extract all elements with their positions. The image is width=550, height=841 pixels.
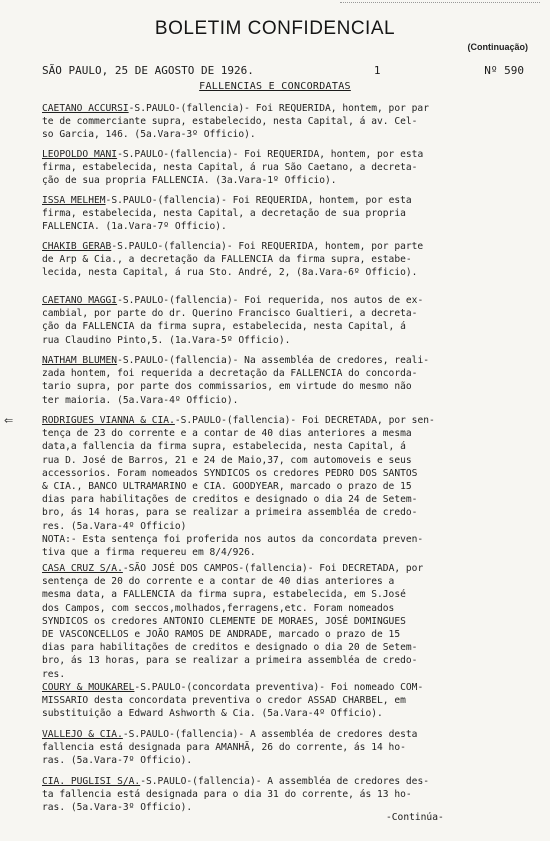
entry-line-text: lecida, nesta Capital, á rua Sto. André, 2, (8a.Vara-6º Officio). (42, 267, 418, 279)
date-text: SÃO PAULO, 25 DE AGOSTO DE 1926. (42, 64, 254, 77)
bulletin-number: Nº 590 (484, 64, 524, 77)
entry-line-text: res. (5a.Vara-4º Officio) (42, 520, 187, 532)
notice-entry (42, 562, 522, 681)
entry-line-text: bro, ás 13 horas, para se realizar a primeira assembléa de credo- (42, 655, 418, 667)
entry-line-text: -S.PAULO-(fallencia)- Na assembléa de credores, reali- (117, 355, 429, 366)
header-noise (340, 2, 540, 9)
entry-first-line (42, 562, 522, 575)
entry-line-text: -S.PAULO-(fallencia)- A assembléa de credores des- (140, 776, 429, 787)
entry-first-line (42, 775, 522, 788)
entry-company-name: CASA CRUZ S/A. (42, 563, 123, 574)
entry-company-name: CIA. PUGLISI S/A. (42, 776, 141, 787)
date-line (42, 64, 524, 77)
entry-line-text: rua Claudino Pinto,5. (1a.Vara-5º Officio). (42, 334, 291, 346)
entry-line-text: so Garcia, 146. (5a.Vara-3º Officio). (42, 129, 256, 141)
entry-line-text: tença de 23 do corrente e a contar de 40 dias anteriores a mesma (42, 428, 412, 440)
margin-arrow-icon: ⇐ (4, 414, 14, 427)
entry-first-line (42, 294, 522, 307)
entry-line-text: dos Campos, com seccos,molhados,ferragens,etc. Foram nomeados (42, 602, 395, 614)
entry-company-name: CAETANO MAGGI (42, 295, 118, 306)
entry-line-text: -S.PAULO-(fallencia)- Foi REQUERIDA, hontem, por esta (105, 195, 412, 206)
continuation-label: (Continuação) (467, 42, 528, 52)
notice-entry (42, 102, 522, 142)
entry-line-text: data,a fallencia da firma supra, estabelecida, nesta Capital, á (42, 441, 406, 453)
continues-label: -Continúa- (386, 812, 444, 823)
entry-line-text: -S.PAULO-(fallencia)- Foi REQUERIDA, hontem, por esta (117, 149, 424, 160)
entry-first-line (42, 681, 522, 694)
entry-company-name: VALLEJO & CIA. (42, 729, 123, 740)
entry-line-text: & CIA., BANCO ULTRAMARINO e CIA. GOODYEAR, marcado o prazo de 15 (42, 480, 412, 492)
entry-company-name: RODRIGUES VIANNA & CIA. (42, 415, 175, 426)
entry-line-text: -S.PAULO-(concordata preventiva)- Foi nomeado COM- (134, 682, 424, 693)
notice-entry (42, 775, 522, 815)
entry-first-line (42, 728, 522, 741)
entry-line-text: MISSARIO desta concordata preventiva o credor ASSAD CHARBEL, em (42, 695, 406, 707)
entry-line-text: ras. (5a.Vara-7º Officio). (42, 755, 193, 767)
entry-line-text: ção de sua propria FALLENCIA. (3a.Vara-1º Officio). (42, 175, 337, 187)
entry-line-text: ção da FALLENCIA da firma supra, estabelecida, nesta Capital, á (42, 321, 406, 333)
entry-line-text: NOTA:- Esta sentença foi proferida nos autos da concordata preven- (42, 533, 424, 545)
notice-entry (42, 354, 522, 407)
entry-line-text: -S.PAULO-(fallencia)- Foi REQUERIDA, hontem, por par (128, 103, 429, 114)
entry-company-name: CHAKIB GERAB (42, 241, 112, 252)
notice-entry (42, 294, 522, 347)
entry-line-text: ta fallencia está designada para o dia 31 do corrente, ás 13 ho- (42, 789, 412, 801)
entry-line-text: ras. (5a.Vara-3º Officio). (42, 802, 193, 814)
entry-line-text: sentença de 20 do corrente e a contar de 40 dias anteriores a (42, 576, 395, 588)
entry-company-name: ISSA MELHEM (42, 195, 106, 206)
entry-line-text: -S.PAULO-(fallencia)- A assembléa de credores desta (122, 729, 418, 740)
entry-first-line (42, 240, 522, 253)
entry-first-line (42, 148, 522, 161)
entry-line-text: SYNDICOS os credores ANTONIO CLEMENTE DE MORAES, JOSÉ DOMINGUES (42, 615, 406, 627)
notice-entry (42, 194, 522, 234)
section-heading: FALLENCIAS E CONCORDATAS (199, 81, 351, 92)
entry-first-line (42, 414, 522, 427)
entry-first-line (42, 354, 522, 367)
entry-line-text: firma, estabelecida, nesta Capital, á rua São Caetano, a decreta- (42, 162, 418, 174)
entry-first-line (42, 102, 522, 115)
entry-line-text: accessorios. Foram nomeados SYNDICOS os credores PEDRO DOS SANTOS (42, 467, 418, 479)
entry-line-text: tiva que a firma requereu em 8/4/926. (42, 546, 256, 558)
entry-line-text: zada hontem, foi requerida a decretação da FALLENCIA do concorda- (42, 368, 418, 380)
entry-line-text: substituição a Edward Ashworth & Cia. (5a.Vara-4º Officio). (42, 708, 383, 720)
entry-line-text: -S.PAULO-(fallencia)- Foi DECRETADA, por sen- (174, 415, 435, 426)
entry-line-text: bro, ás 14 horas, para se realizar a primeira assembléa de credo- (42, 507, 418, 519)
entry-line-text: tario supra, por parte dos commissarios, em virtude do mesmo não (42, 381, 412, 393)
entry-line-text: mesma data, a FALLENCIA da firma supra, estabelecida, em S.José (42, 589, 406, 601)
entry-company-name: LEOPOLDO MANI (42, 149, 118, 160)
entry-first-line (42, 194, 522, 207)
entry-company-name: CAETANO ACCURSI (42, 103, 129, 114)
entry-line-text: DE VASCONCELLOS e JOÃO RAMOS DE ANDRADE, marcado o prazo de 15 (42, 628, 401, 640)
entry-line-text: firma, estabelecida, nesta Capital, a decretação de sua propria (42, 208, 406, 220)
document-title: BOLETIM CONFIDENCIAL (154, 18, 396, 39)
entry-line-text: FALLENCIA. (1a.Vara-7º Officio). (42, 221, 227, 233)
entry-line-text: dias para habilitações de creditos e designado o dia 24 de Setem- (42, 494, 418, 506)
entry-line-text: -S.PAULO-(fallencia)- Foi REQUERIDA, hontem, por parte (111, 241, 424, 252)
entry-line-text: rua D. José de Barros, 21 e 24 de Maio,37, com automoveis e seus (42, 454, 412, 466)
entry-line-text: -S.PAULO-(fallencia)- Foi requerida, nos autos de ex- (117, 295, 424, 306)
notice-entry (42, 148, 522, 188)
entry-line-text: dias para habilitações de creditos e designado o dia 20 de Setem- (42, 642, 418, 654)
entry-line-text: de Arp & Cia., a decretação da FALLENCIA da firma supra, estabe- (42, 254, 412, 266)
notice-entry (42, 728, 522, 768)
notice-entry (42, 414, 522, 559)
entry-line-text: ter maioria. (5a.Vara-4º Officio). (42, 394, 239, 406)
entry-company-name: NATHAM BLUMEN (42, 355, 118, 366)
notice-entry (42, 240, 522, 280)
entry-line-text: cambial, por parte do dr. Querino Francisco Gualtieri, a decreta- (42, 308, 418, 320)
notice-entry (42, 681, 522, 721)
entry-line-text: res. (42, 668, 66, 680)
entry-line-text: -SÃO JOSÉ DOS CAMPOS-(fallencia)- Foi DECRETADA, por (122, 563, 424, 574)
entry-line-text: te de commerciante supra, estabelecido, nesta Capital, á av. Cel- (42, 116, 418, 128)
handwritten-mark: 1 (373, 64, 381, 77)
entry-line-text: fallencia está designada para AMANHÃ, 26 do corrente, ás 14 ho- (42, 742, 406, 754)
entry-company-name: COURY & MOUKAREL (42, 682, 135, 693)
